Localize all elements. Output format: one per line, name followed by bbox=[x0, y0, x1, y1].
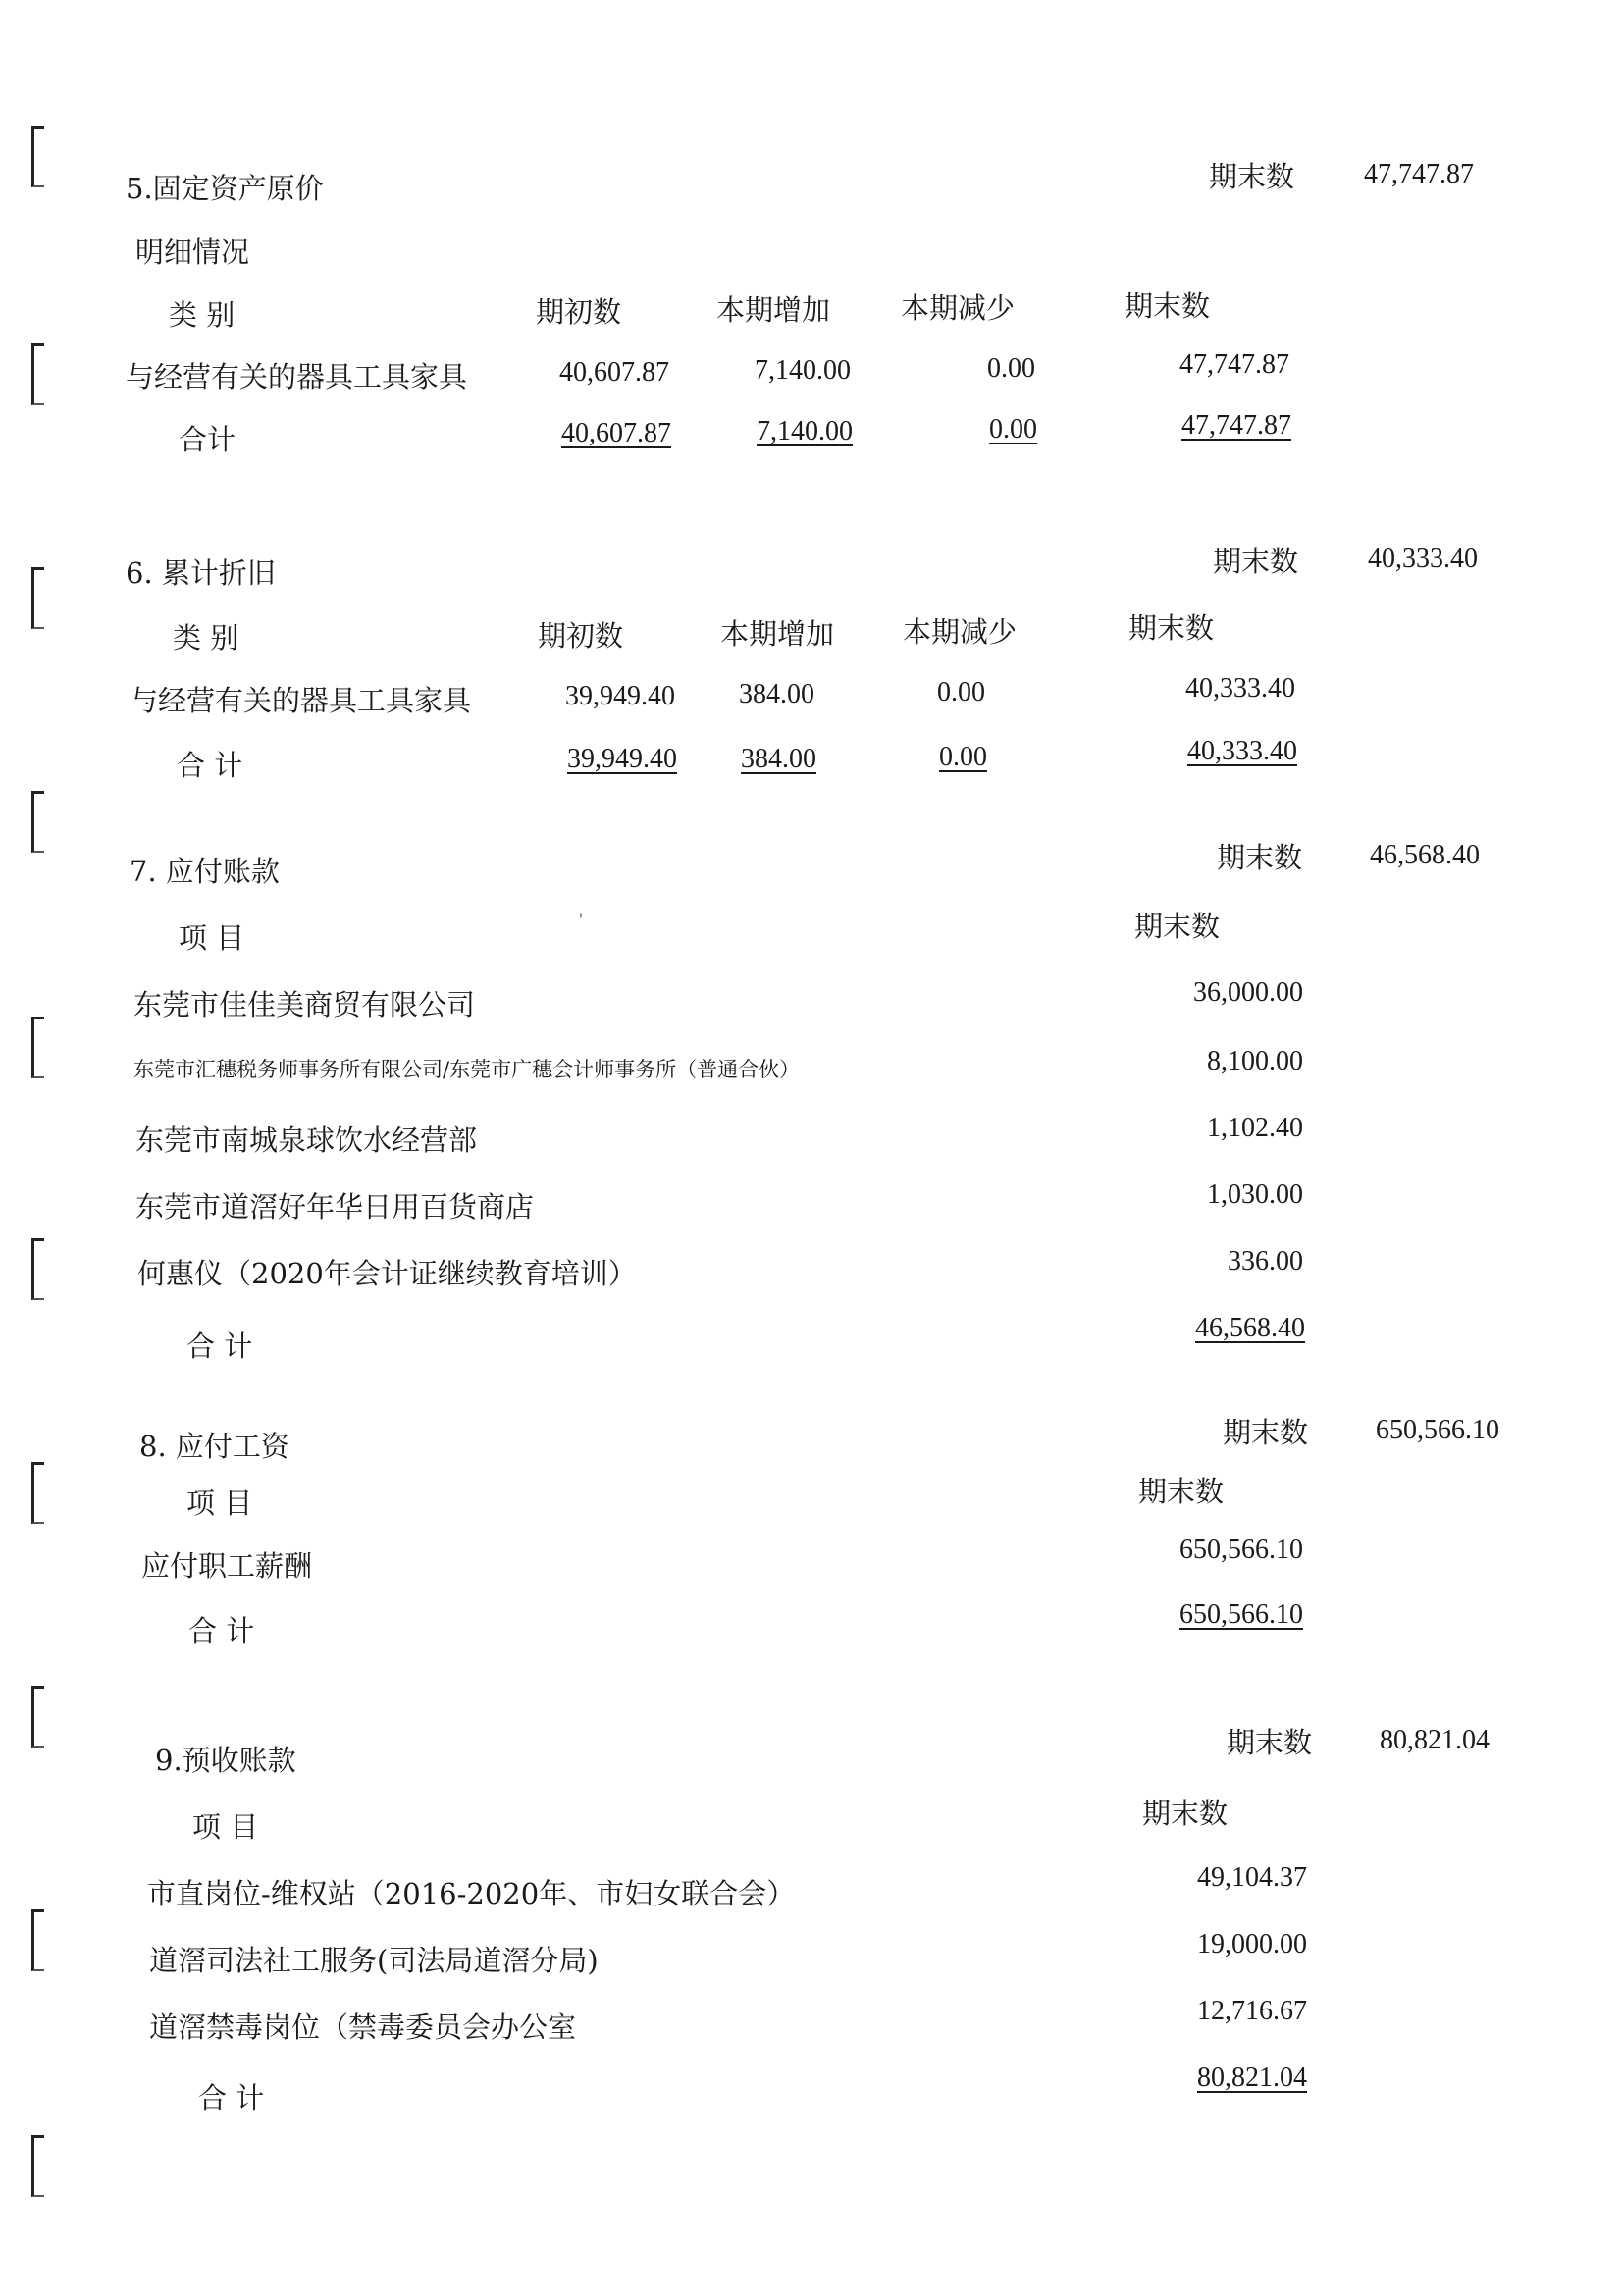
item-name: 道滘禁毒岗位（禁毒委员会办公室 bbox=[149, 2010, 577, 2044]
item-name: 东莞市汇穗税务师事务所有限公司/东莞市广穗会计师事务所（普通合伙） bbox=[133, 1058, 801, 1081]
item-name: 东莞市佳佳美商贸有限公司 bbox=[133, 988, 476, 1021]
end-value: 40,333.40 bbox=[1368, 544, 1478, 574]
item-value: 1,030.00 bbox=[1207, 1179, 1303, 1210]
header-opening: 期初数 bbox=[536, 295, 622, 329]
section-title: 9.预收账款 bbox=[155, 1744, 296, 1777]
row-closing: 40,333.40 bbox=[1185, 673, 1295, 704]
binding-bracket bbox=[31, 567, 44, 629]
row-decrease: 0.00 bbox=[937, 677, 985, 707]
item-name: 东莞市道滘好年华日用百货商店 bbox=[135, 1190, 535, 1224]
end-value: 650,566.10 bbox=[1376, 1415, 1499, 1445]
header-item: 项 目 bbox=[192, 1810, 259, 1844]
end-label: 期末数 bbox=[1209, 160, 1295, 193]
binding-bracket bbox=[31, 791, 44, 853]
total-value: 650,566.10 bbox=[1179, 1599, 1303, 1630]
binding-bracket bbox=[31, 2135, 44, 2197]
binding-bracket bbox=[31, 343, 44, 405]
section-title: 5.固定资产原价 bbox=[126, 172, 324, 205]
row-decrease: 0.00 bbox=[987, 353, 1035, 384]
total-decrease: 0.00 bbox=[939, 742, 987, 772]
item-name: 应付职工薪酬 bbox=[141, 1549, 313, 1583]
binding-bracket bbox=[31, 1462, 44, 1524]
total-increase: 384.00 bbox=[741, 744, 816, 774]
item-value: 12,716.67 bbox=[1197, 1996, 1307, 2026]
binding-bracket bbox=[31, 1686, 44, 1748]
total-closing: 47,747.87 bbox=[1181, 410, 1291, 441]
total-closing: 40,333.40 bbox=[1187, 736, 1297, 766]
header-category: 类 别 bbox=[173, 621, 239, 654]
item-name: 道滘司法社工服务(司法局道滘分局) bbox=[149, 1944, 599, 1977]
end-value: 47,747.87 bbox=[1364, 159, 1474, 189]
end-label: 期末数 bbox=[1223, 1416, 1309, 1449]
end-value: 80,821.04 bbox=[1380, 1725, 1490, 1755]
header-closing: 期末数 bbox=[1134, 910, 1221, 943]
header-increase: 本期增加 bbox=[720, 617, 835, 651]
header-decrease: 本期减少 bbox=[903, 615, 1018, 649]
binding-bracket bbox=[31, 126, 44, 187]
section-title: 8. 应付工资 bbox=[139, 1430, 289, 1463]
header-opening: 期初数 bbox=[538, 619, 624, 652]
row-name: 与经营有关的器具工具家具 bbox=[126, 360, 468, 393]
total-decrease: 0.00 bbox=[989, 414, 1037, 444]
item-value: 8,100.00 bbox=[1207, 1046, 1303, 1076]
header-item: 项 目 bbox=[186, 1487, 253, 1520]
section-title: 6. 累计折旧 bbox=[126, 556, 276, 590]
total-label: 合 计 bbox=[188, 1614, 255, 1647]
header-closing: 期末数 bbox=[1142, 1797, 1229, 1830]
item-value: 336.00 bbox=[1228, 1246, 1303, 1277]
total-label: 合计 bbox=[179, 423, 236, 456]
row-closing: 47,747.87 bbox=[1179, 349, 1289, 380]
item-value: 650,566.10 bbox=[1179, 1535, 1303, 1565]
end-value: 46,568.40 bbox=[1370, 840, 1480, 870]
total-label: 合 计 bbox=[198, 2081, 265, 2114]
row-increase: 7,140.00 bbox=[755, 355, 851, 386]
end-label: 期末数 bbox=[1227, 1726, 1313, 1759]
header-decrease: 本期减少 bbox=[901, 291, 1016, 325]
end-label: 期末数 bbox=[1213, 545, 1299, 578]
total-value: 80,821.04 bbox=[1197, 2062, 1307, 2093]
binding-bracket bbox=[31, 1238, 44, 1300]
header-closing: 期末数 bbox=[1138, 1475, 1225, 1508]
binding-bracket bbox=[31, 1909, 44, 1971]
item-value: 49,104.37 bbox=[1197, 1862, 1307, 1893]
item-value: 1,102.40 bbox=[1207, 1113, 1303, 1143]
header-closing: 期末数 bbox=[1128, 611, 1215, 645]
item-name: 市直岗位-维权站（2016-2020年、市妇女联合会） bbox=[147, 1877, 796, 1910]
header-closing: 期末数 bbox=[1125, 289, 1211, 323]
header-category: 类 别 bbox=[169, 298, 236, 332]
row-opening: 40,607.87 bbox=[559, 357, 669, 388]
total-opening: 39,949.40 bbox=[567, 744, 677, 774]
total-label: 合 计 bbox=[186, 1330, 253, 1363]
section-subtitle: 明细情况 bbox=[135, 235, 250, 269]
total-increase: 7,140.00 bbox=[757, 416, 853, 446]
row-increase: 384.00 bbox=[739, 679, 814, 709]
header-increase: 本期增加 bbox=[716, 293, 831, 327]
item-name: 何惠仪（2020年会计证继续教育培训） bbox=[137, 1257, 637, 1290]
section-title: 7. 应付账款 bbox=[130, 855, 280, 888]
header-item: 项 目 bbox=[179, 921, 245, 955]
total-label: 合 计 bbox=[177, 749, 243, 782]
row-opening: 39,949.40 bbox=[565, 681, 675, 711]
binding-bracket bbox=[31, 1017, 44, 1078]
total-opening: 40,607.87 bbox=[561, 418, 671, 448]
item-name: 东莞市南城泉球饮水经营部 bbox=[135, 1123, 478, 1157]
total-value: 46,568.40 bbox=[1195, 1313, 1305, 1343]
scan-speck: ' bbox=[579, 913, 583, 928]
end-label: 期末数 bbox=[1217, 841, 1303, 874]
item-value: 19,000.00 bbox=[1197, 1929, 1307, 1959]
row-name: 与经营有关的器具工具家具 bbox=[130, 684, 472, 717]
item-value: 36,000.00 bbox=[1193, 977, 1303, 1008]
